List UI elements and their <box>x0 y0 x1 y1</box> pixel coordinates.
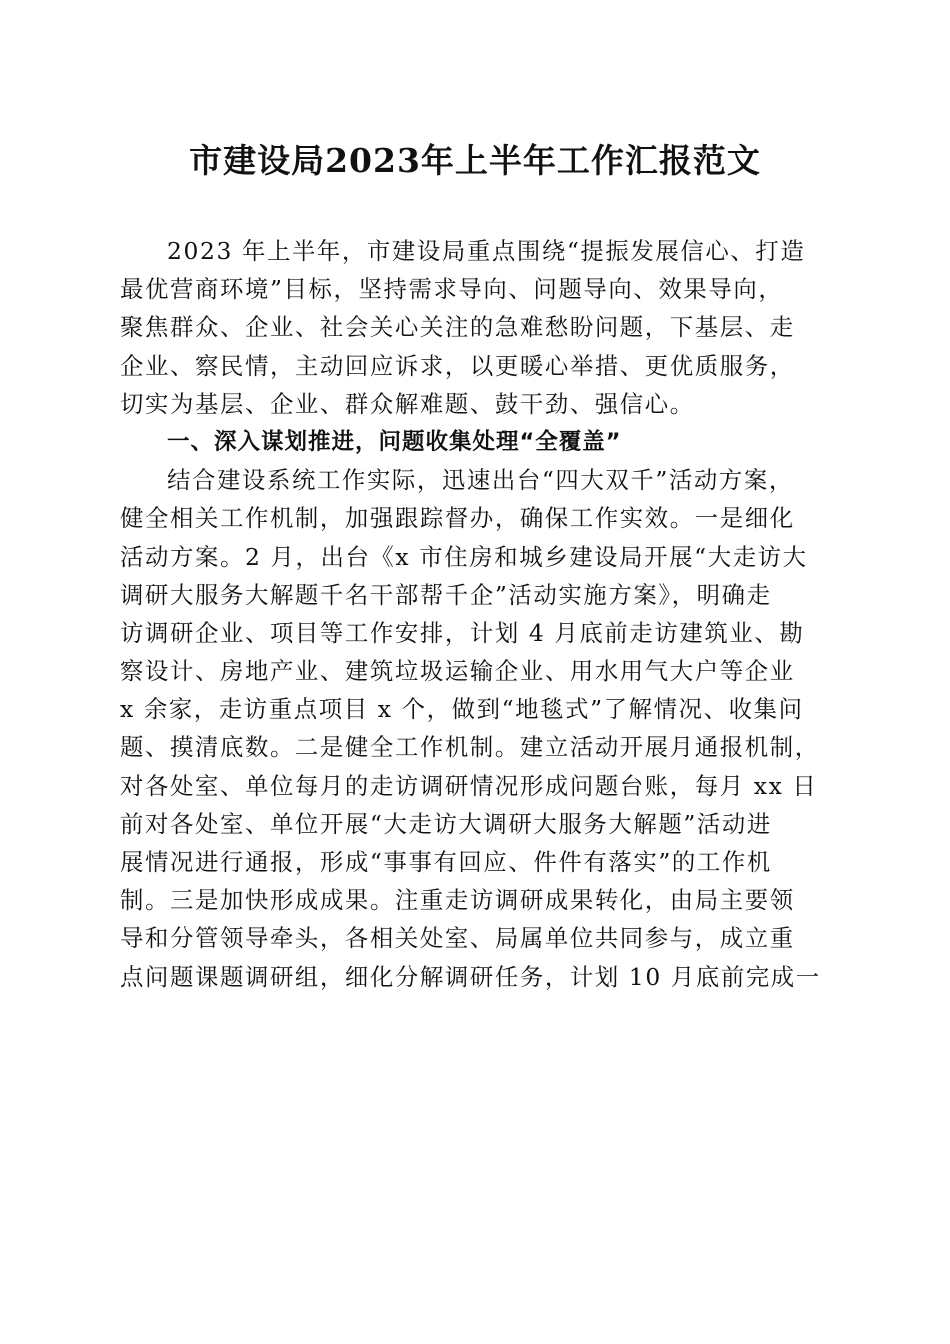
body-line: 访调研企业、项目等工作安排，计划 4 月底前走访建筑业、勘 <box>120 618 805 647</box>
body-line: 前对各处室、单位开展“大走访大调研大服务大解题”活动进 <box>120 809 772 838</box>
body-line: 结合建设系统工作实际，迅速出台“四大双千”活动方案， <box>167 466 794 495</box>
body-line: 调研大服务大解题千名干部帮千企”活动实施方案》，明确走 <box>120 580 772 609</box>
document-body <box>120 232 832 996</box>
intro-line: 企业、察民情，主动回应诉求，以更暖心举措、更优质服务， <box>120 351 795 380</box>
body-line: 察设计、房地产业、建筑垃圾运输企业、用水用气大户等企业 <box>120 657 795 686</box>
section-heading: 一、深入谋划推进，问题收集处理“全覆盖” <box>167 428 622 455</box>
body-line: 活动方案。2 月，出台《x 市住房和城乡建设局开展“大走访大 <box>120 542 808 571</box>
intro-line: 切实为基层、企业、群众解难题、鼓干劲、强信心。 <box>120 389 695 418</box>
body-line: 健全相关工作机制，加强跟踪督办，确保工作实效。一是细化 <box>120 504 795 533</box>
intro-line: 聚焦群众、企业、社会关心关注的急难愁盼问题，下基层、走 <box>120 313 795 342</box>
document-title: 市建设局2023年上半年工作汇报范文 <box>189 141 761 180</box>
body-line: 制。三是加快形成成果。注重走访调研成果转化，由局主要领 <box>120 886 795 915</box>
body-line: 导和分管领导牵头，各相关处室、局属单位共同参与，成立重 <box>120 924 795 953</box>
body-line: x 余家，走访重点项目 x 个，做到“地毯式”了解情况、收集问 <box>120 695 804 724</box>
body-line: 对各处室、单位每月的走访调研情况形成问题台账，每月 xx 日 <box>120 771 818 800</box>
body-line: 题、摸清底数。二是健全工作机制。建立活动开展月通报机制， <box>120 733 820 762</box>
body-line: 点问题课题调研组，细化分解调研任务，计划 10 月底前完成一 <box>120 962 821 991</box>
intro-line: 2023 年上半年，市建设局重点围绕“提振发展信心、打造 <box>167 237 806 265</box>
body-line: 展情况进行通报，形成“事事有回应、件件有落实”的工作机 <box>120 848 772 876</box>
intro-line: 最优营商环境”目标，坚持需求导向、问题导向、效果导向， <box>120 275 784 304</box>
